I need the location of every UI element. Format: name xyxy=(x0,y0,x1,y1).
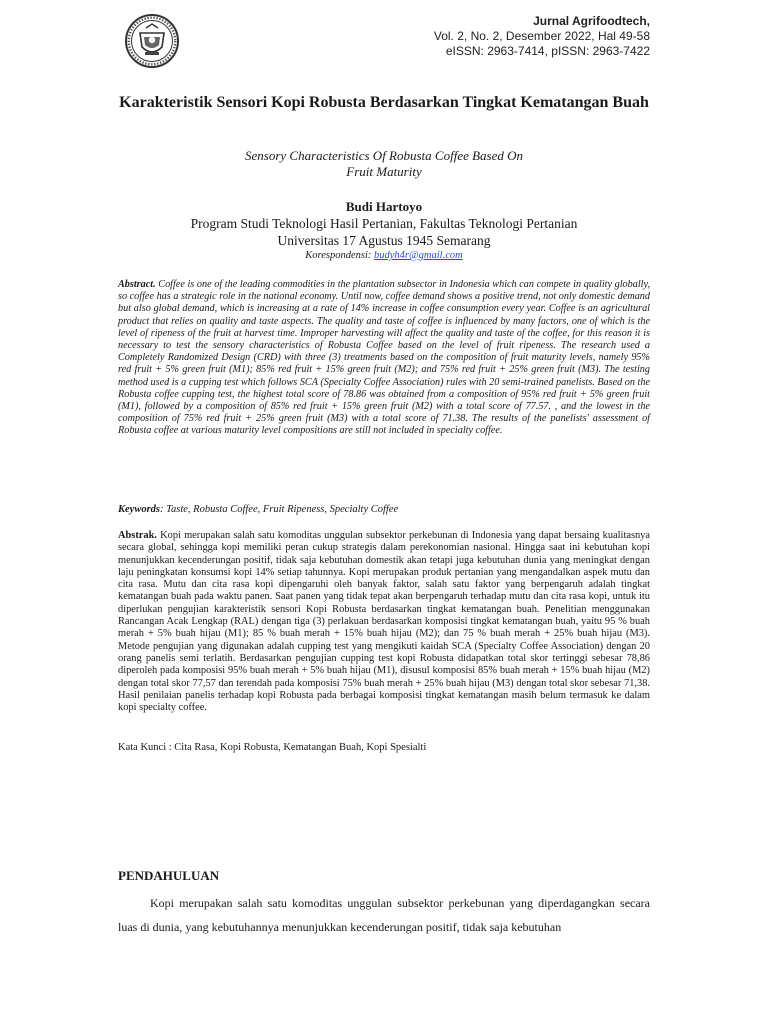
author-affiliation xyxy=(118,215,650,249)
correspondence xyxy=(118,249,650,262)
section-heading-intro: PENDAHULUAN xyxy=(118,868,220,883)
article-title: Karakteristik Sensori Kopi Robusta Berdasarkan Tingkat Kematangan Buah xyxy=(119,94,649,111)
abstract-english xyxy=(118,279,650,438)
subtitle-line-1: Sensory Characteristics Of Robusta Coffee Based On xyxy=(244,148,524,163)
journal-name: Jurnal Agrifoodtech, xyxy=(533,14,650,28)
author-name: Budi Hartoyo xyxy=(345,199,423,214)
journal-info xyxy=(434,14,650,59)
intro-paragraph xyxy=(118,891,650,939)
abstract-id-label: Abstrak. xyxy=(118,530,157,541)
keywords-en-label: Keywords xyxy=(118,504,160,515)
keywords-english xyxy=(118,503,650,516)
journal-volume: Vol. 2, No. 2, Desember 2022, Hal 49-58 xyxy=(433,29,650,43)
subtitle-line-2: Fruit Maturity xyxy=(346,164,422,179)
university-seal-logo xyxy=(124,13,180,69)
abstract-id-text: Kopi merupakan salah satu komoditas unggulan subsektor perkebunan di Indonesia yang dapat bersaing kualitasnya secara global, sehingga kopi memiliki peran cukup strategis dalam perekonomian nasional. Hingga saat ini kebutuhan kopi menunjukkan kecenderungan positif, tidak saja kebutuhan domestik akan tetapi juga kebutuhan dunia yang meningkat dengan laju peningkatan konsumsi kopi 14% setiap tahunnya. Kopi merupakan produk pertanian yang mengandalkan aspek mutu dan cita rasa. Mutu dan cita rasa kopi dipengaruhi oleh banyak faktor, salah satu faktor yang berpengaruh adalah tingkat kematangan buah pada waktu panen. Saat panen yang tidak tepat akan berpengaruh terhadap mutu dan cita rasa kopi, untuk itu diperlukan pengujian karakteristik sensori Kopi Robusta berdasarkan tingkat kematangan buah. Penelitian menggunakan Rancangan Acak Lengkap (RAL) dengan tiga (3) perlakuan berdasarkan komposisi tingkat kematangan buah, yaitu 95 % buah merah + 5% buah hijau (M1); 85 % buah merah + 15% buah hijau (M2); dan 75 % buah merah + 25% buah hijau (M3). Metode pengujian yang digunakan adalah cupping test yang mengikuti kaidah SCA (Specialty Coffee Association) dengan 20 orang panelis semi terlatih. Berdasarkan pengujian cupping test kopi Robusta didapatkan total skor tertinggi sebesar 78,86 diperoleh pada komposisi 95% buah merah + 5% buah hijau (M1), disusul komposisi 85% buah merah + 15% buah hijau (M2) dengan total skor 77,57 dan terendah pada komposisi 75% buah merah + 25% buah hijau (M3) dengan total skor sebesar 71,38. Hasil penilaian panelis terhadap kopi Robusta pada berbagai komposisi tingkat kematangan masih belum termasuk ke dalam kopi specialty coffee. xyxy=(118,530,650,714)
affiliation-line-1: Program Studi Teknologi Hasil Pertanian, Fakultas Teknologi Pertanian xyxy=(190,216,578,231)
abstract-en-text: Coffee is one of the leading commodities in the plantation subsector in Indonesia which can compete in quality globally, so coffee has a strategic role in the national economy. Until now, coffee demand shows a positive trend, not only domestic demand but also global demand, which is increasing at a rate of 14% increase in coffee consumption every year. Coffee is an agricultural product that relies on quality and taste aspects. The quality and taste of coffee is influenced by many factors, one of which is the level of ripeness of the fruit at harvest time. Improper harvesting will affect the quality and taste of the coffee, for this reason it is necessary to test the sensory characteristics of Robusta Coffee based on the level of fruit ripeness. The research used a Completely Randomized Design (CRD) with three (3) treatments based on the composition of fruit maturity levels, namely 95% red fruit + 5% green fruit (M1); 85% red fruit + 15% green fruit (M2); and 75% red fruit + 25% green fruit (M3). The testing method used is a cupping test which follows SCA (Specialty Coffee Association) rules with 20 semi-trained panelists. Based on the Robusta coffee cupping test, the highest total score of 78.86 was obtained from a composition of 95% red fruit + 5% green fruit (M1), followed by a composition of 85% red fruit + 15% green fruit (M2) with a total score of 77.57. , and the lowest in the composition of 75% red fruit + 25% green fruit (M3) with a total score of 71.38. The results of the panelists' assessment of Robusta coffee at various maturity level compositions are still not included in specialty coffee. xyxy=(118,279,651,437)
abstract-en-label: Abstract. xyxy=(118,279,156,290)
journal-issn: eISSN: 2963-7414, pISSN: 2963-7422 xyxy=(445,44,650,58)
abstract-indonesian xyxy=(118,530,650,714)
affiliation-line-2: Universitas 17 Agustus 1945 Semarang xyxy=(277,233,491,248)
correspondence-label: Korespondensi: xyxy=(305,250,372,261)
intro-text: Kopi merupakan salah satu komoditas unggulan subsektor perkebunan yang diperdagangkan secara luas di dunia, yang kebutuhannya menunjukkan kecenderungan positif, tidak saja kebutuhan xyxy=(118,896,650,934)
article-subtitle xyxy=(118,148,650,180)
keywords-en-text: : Taste, Robusta Coffee, Fruit Ripeness, Specialty Coffee xyxy=(160,504,399,515)
correspondence-email-link[interactable]: budyh4r@gmail.com xyxy=(374,250,463,261)
keywords-indonesian: Kata Kunci : Cita Rasa, Kopi Robusta, Kematangan Buah, Kopi Spesialti xyxy=(118,742,427,753)
